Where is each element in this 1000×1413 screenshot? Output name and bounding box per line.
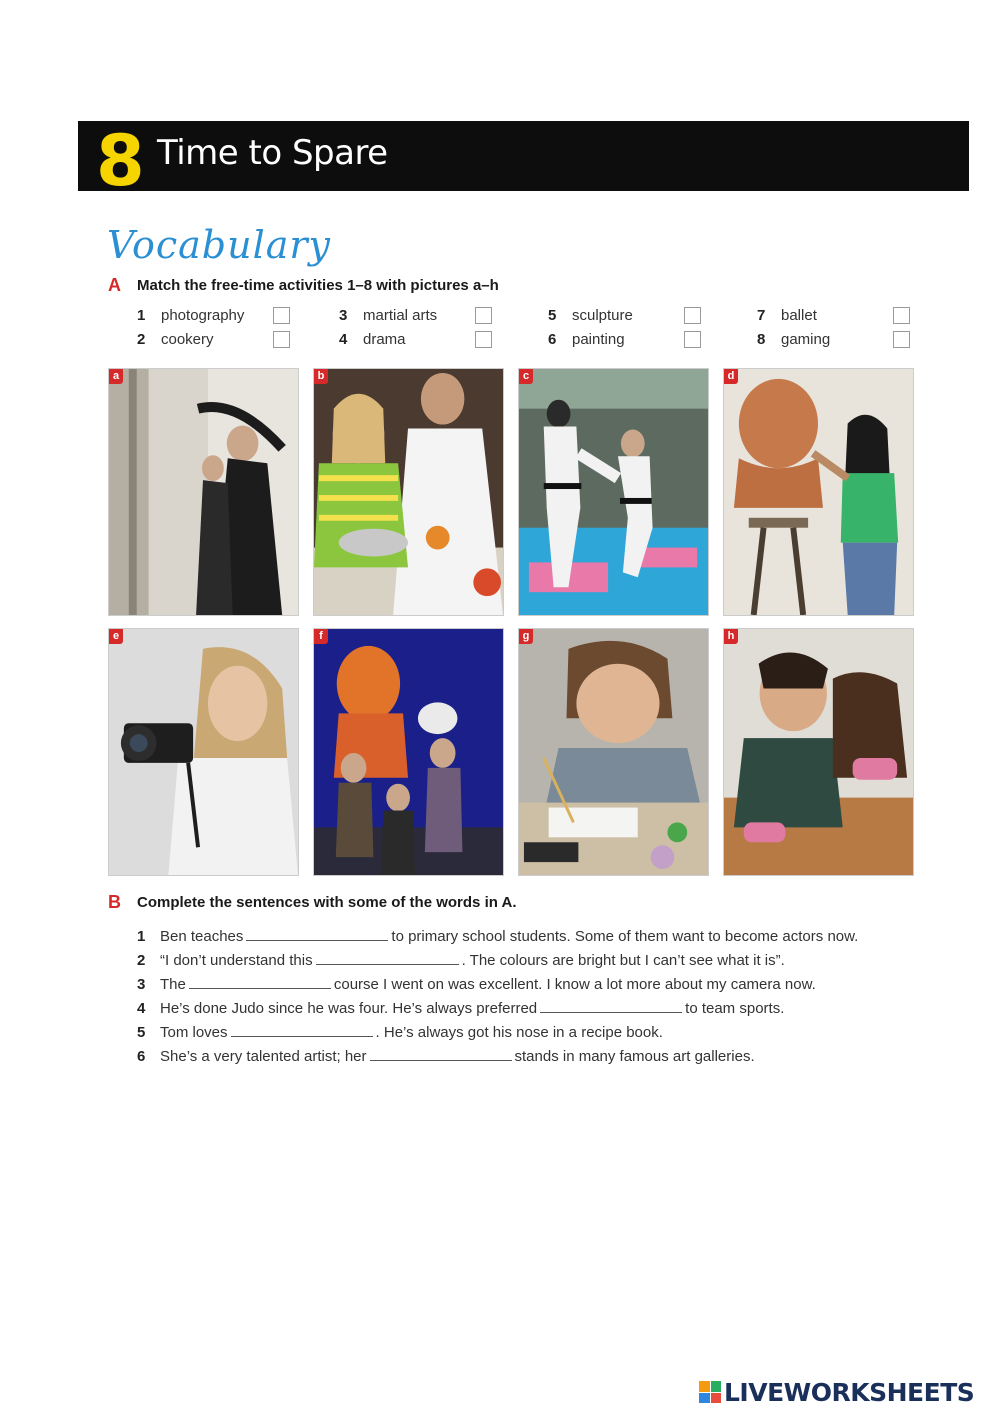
sentence-before: Ben teaches <box>160 928 244 945</box>
activity-item <box>137 307 244 325</box>
section-title: Vocabulary <box>107 223 332 267</box>
sentence-number: 5 <box>137 1024 146 1041</box>
activity-label: ballet <box>781 307 817 324</box>
section-b-instruction: Complete the sentences with some of the words in A. <box>137 894 517 911</box>
activity-label: cookery <box>161 331 214 348</box>
picture-g-painting <box>518 628 709 876</box>
photography-photo <box>109 629 298 875</box>
activity-checkbox-3[interactable] <box>475 307 492 324</box>
liveworksheets-logo <box>699 1378 974 1406</box>
painting-photo <box>519 629 708 875</box>
activity-label: sculpture <box>572 307 633 324</box>
liveworksheets-logo-icon <box>699 1381 721 1403</box>
sentence-before: The <box>160 976 186 993</box>
activity-number: 4 <box>339 331 348 348</box>
picture-tag: b <box>314 369 328 384</box>
sentence-row <box>137 976 816 994</box>
answer-blank-6[interactable] <box>370 1048 512 1061</box>
liveworksheets-brand: LIVEWORKSHEETS <box>724 1377 975 1407</box>
activity-checkbox-6[interactable] <box>684 331 701 348</box>
section-a-letter: A <box>108 275 121 295</box>
activity-checkbox-2[interactable] <box>273 331 290 348</box>
answer-blank-3[interactable] <box>189 976 331 989</box>
picture-tag: e <box>109 629 123 644</box>
answer-blank-2[interactable] <box>316 952 459 965</box>
sentence-row <box>137 1048 755 1066</box>
sentence-after: to primary school students. Some of them want to become actors now. <box>391 928 859 945</box>
sentence-after: course I went on was excellent. I know a lot more about my camera now. <box>333 976 816 993</box>
activity-item <box>757 331 830 349</box>
sentence-before: “I don’t understand this <box>160 952 313 969</box>
sentence-number: 3 <box>137 976 146 993</box>
sentence-row <box>137 952 785 970</box>
activity-number: 3 <box>339 307 348 324</box>
cookery-photo <box>314 369 503 615</box>
sentence-number: 6 <box>137 1048 146 1065</box>
activity-checkbox-7[interactable] <box>893 307 910 324</box>
drama-photo <box>314 629 503 875</box>
activity-checkbox-5[interactable] <box>684 307 701 324</box>
picture-b-cookery <box>313 368 504 616</box>
picture-a-ballet <box>108 368 299 616</box>
sentence-row <box>137 1024 663 1042</box>
answer-blank-4[interactable] <box>540 1000 682 1013</box>
activity-label: painting <box>572 331 625 348</box>
activity-label: drama <box>363 331 406 348</box>
picture-c-martial-arts <box>518 368 709 616</box>
sentence-after: . The colours are bright but I can’t see what it is”. <box>461 952 785 969</box>
martial-arts-photo <box>519 369 708 615</box>
unit-title: Time to Spare <box>157 133 388 173</box>
picture-tag: g <box>519 629 533 644</box>
activity-item <box>137 331 214 349</box>
activity-number: 6 <box>548 331 557 348</box>
picture-d-sculpture <box>723 368 914 616</box>
activity-checkbox-4[interactable] <box>475 331 492 348</box>
picture-h-gaming <box>723 628 914 876</box>
section-b-letter: B <box>108 892 121 912</box>
sentence-number: 2 <box>137 952 146 969</box>
sentence-row <box>137 928 858 946</box>
activity-number: 7 <box>757 307 766 324</box>
sculpture-photo <box>724 369 913 615</box>
sentence-after: . He’s always got his nose in a recipe book. <box>375 1024 663 1041</box>
sentence-row <box>137 1000 784 1018</box>
activity-label: photography <box>161 307 245 324</box>
activity-number: 2 <box>137 331 146 348</box>
answer-blank-1[interactable] <box>246 928 388 941</box>
sentence-before: She’s a very talented artist; her <box>160 1048 367 1065</box>
picture-tag: d <box>724 369 738 384</box>
picture-f-drama <box>313 628 504 876</box>
sentence-before: Tom loves <box>160 1024 228 1041</box>
activity-item <box>339 307 437 325</box>
activity-item <box>548 307 633 325</box>
answer-blank-5[interactable] <box>231 1024 373 1037</box>
activity-number: 1 <box>137 307 146 324</box>
gaming-photo <box>724 629 913 875</box>
picture-tag: h <box>724 629 738 644</box>
sentence-after: stands in many famous art galleries. <box>514 1048 755 1065</box>
activity-checkbox-8[interactable] <box>893 331 910 348</box>
activity-number: 5 <box>548 307 557 324</box>
activity-label: gaming <box>781 331 831 348</box>
activity-item <box>548 331 625 349</box>
activity-item <box>339 331 406 349</box>
sentence-number: 4 <box>137 1000 146 1017</box>
activity-checkbox-1[interactable] <box>273 307 290 324</box>
activity-label: martial arts <box>363 307 438 324</box>
ballet-photo <box>109 369 298 615</box>
unit-number: 8 <box>96 120 145 202</box>
picture-tag: f <box>314 629 328 644</box>
picture-tag: c <box>519 369 533 384</box>
sentence-before: He’s done Judo since he was four. He’s always preferred <box>160 1000 538 1017</box>
activity-number: 8 <box>757 331 766 348</box>
picture-tag: a <box>109 369 123 384</box>
activity-item <box>757 307 817 325</box>
section-a-instruction: Match the free-time activities 1–8 with pictures a–h <box>137 277 499 294</box>
picture-e-photography <box>108 628 299 876</box>
sentence-after: to team sports. <box>685 1000 785 1017</box>
sentence-number: 1 <box>137 928 146 945</box>
